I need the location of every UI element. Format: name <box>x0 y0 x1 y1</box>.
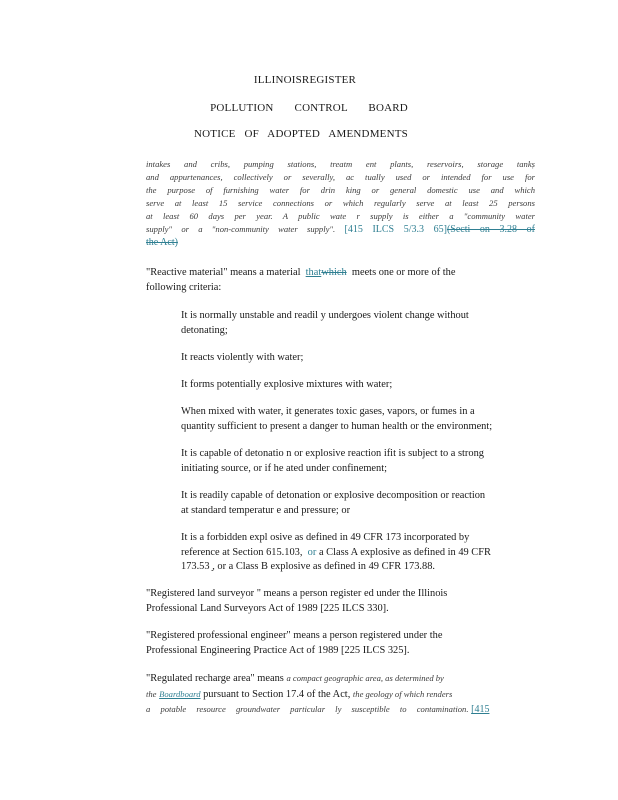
intro-line-7: the Act) <box>146 237 178 248</box>
intro-line-2: and appurtenances, collectively or severally, ac tually used or intended for use for <box>146 172 535 182</box>
criterion-1: It is normally unstable and readil y undergoes violent change without detonating; <box>181 310 469 336</box>
statute-citation: [415 ILCS 5/3.3 65] <box>344 224 447 235</box>
criterion-6: It is readily capable of detonation or explosive decomposition or reaction at standard temperatur e and pressure; or <box>181 490 486 516</box>
reactive-line-2: following criteria: <box>146 281 222 293</box>
intro-line-6: supply" or a "non-community water supply". [415 ILCS 5/3.3 65](Secti on 3.28 of <box>146 224 535 235</box>
intro-line-4: serve at least 15 service connections or which regularly serve at least 25 persons <box>146 198 535 208</box>
inserted-that: that <box>305 267 322 278</box>
intro-line-1: intakes and cribs, pumping stations, treatm ent plants, reservoirs, storage tanks <box>146 159 535 169</box>
inserted-board: Boardboard <box>159 688 201 699</box>
struck-section-ref: (Secti on 3.28 of <box>446 224 535 235</box>
recharge-line-2: the Boardboard pursuant to Section 17.4 of the Act, the geology of which renders <box>146 688 453 700</box>
recharge-line-3: a potable resource groundwater particular ly susceptible to contamination. [415 <box>146 704 490 715</box>
recharge-line-1: "Regulated recharge area" means a compact geographic area, as determined by <box>146 673 444 684</box>
criterion-5: It is capable of detonatio n or explosive reaction ifit is subject to a strong initiating source, or if he ated under confinement; <box>181 448 484 474</box>
criterion-2: It reacts violently with water; <box>181 352 304 363</box>
recharge-citation: [415 <box>471 704 490 715</box>
recharge-area-definition <box>146 671 531 718</box>
struck-which: which <box>321 267 347 278</box>
notice-title: NOTICE OF ADOPTED AMENDMENTS <box>194 128 408 140</box>
criterion-4: When mixed with water, it generates toxic gases, vapors, or fumes in a quantity sufficient to present a danger to human health or the environment; <box>181 406 493 432</box>
criterion-3: It forms potentially explosive mixtures with water; <box>181 379 393 390</box>
reactive-material-definition <box>146 266 496 295</box>
public-water-supply-definition <box>146 157 535 248</box>
inserted-or: or <box>307 546 317 558</box>
register-title: ILLINOISREGISTER <box>253 74 357 86</box>
land-surveyor-definition: "Registered land surveyor " means a person register ed under the Illinois Professional Land Surveyors Act of 1989 [225 ILCS 330]. <box>146 588 448 614</box>
board-name: POLLUTION CONTROL BOARD <box>210 102 408 114</box>
intro-line-5: at least 60 days per year. A public wate r supply is either a "community water <box>146 211 535 221</box>
criterion-7: It is a forbidden expl osive as defined in 49 CFR 173 incorporated by reference at Section 615.103, or a Class A explosive as defined in 49 CFR 173.53 , or a Class B explosive as defined in 49 CFR 173.88. <box>181 532 491 572</box>
reactive-line-1: "Reactive material" means a material thatwhich meets one or more of the <box>146 267 456 278</box>
professional-engineer-definition: "Registered professional engineer" means a person registered under the Professional Engineering Practice Act of 1989 [225 ILCS 325]. <box>146 630 443 656</box>
intro-line-3: the purpose of furnishing water for drin king or general domestic use and which <box>146 185 535 195</box>
